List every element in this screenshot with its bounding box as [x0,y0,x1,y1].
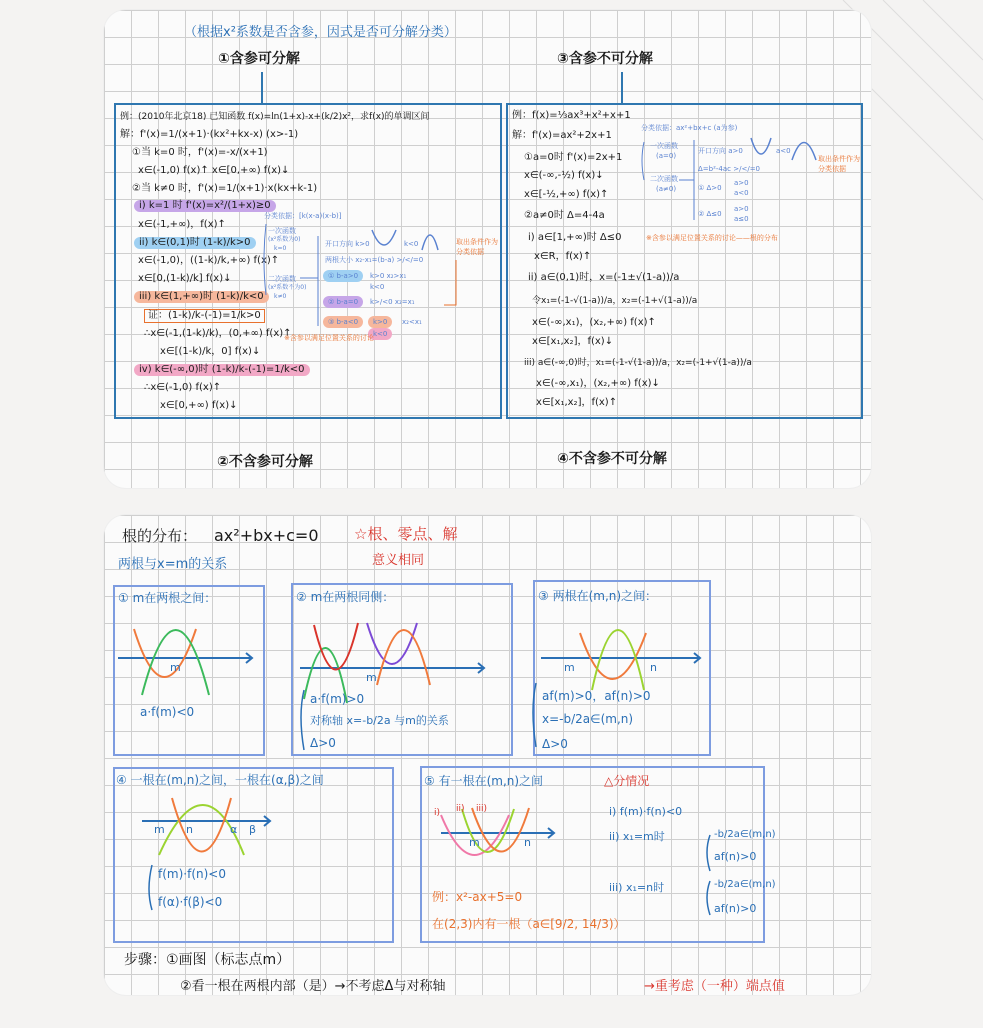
condition: x=-b/2a∈(m,n) [542,712,634,726]
curve-label: i) [434,808,441,818]
downward-parabola [377,630,430,685]
note: 二次函数 [650,175,678,183]
section-title: 根的分布： [122,527,198,545]
solution-line: ②a≠0时 Δ=4-4a [524,210,605,221]
case-title: ④ 一根在(m,n)之间，一根在(α,β)之间 [116,773,324,787]
upward-parabola-icon [372,230,396,245]
solution-line: x∈(-1,0) f(x)↑ x∈[0,+∞) f(x)↓ [138,165,290,176]
note: 分类依据 [818,165,846,173]
solution-line: x∈R，f(x)↑ [534,251,592,262]
axis-label-n: n [524,836,531,849]
heading-case-2: ②不含参可分解 [217,454,313,470]
curve-label: iii) [476,804,488,814]
solution-line: ii) a∈(0,1)时，x=(-1±√(1-a))/a [528,272,680,283]
example-line: 例：(2010年北京18) 已知函数 f(x)=ln(1+x)-x+(k/2)x²，求f(x)的单调区间 [120,112,430,122]
solution-line: ∴x∈(-1,0) f(x)↑ [144,382,222,393]
axis-label-n: n [650,661,657,674]
steps-partial: ②看一根在两根内部（是）→不考虑Δ与对称轴 [180,979,446,994]
downward-parabola [592,630,644,690]
condition: f(α)·f(β)<0 [158,895,223,909]
note: ② b-a=0 [323,296,363,308]
note: a>0 [734,205,749,213]
solution-line: x∈(-∞,-½) f(x)↓ [524,170,604,181]
condition: af(m)>0，af(n)>0 [542,689,651,703]
note: a<0 [776,147,791,155]
note: (a=0) [656,152,677,160]
case-highlight: ii) k∈(0,1)时 (1-k)/k>0 [134,237,256,249]
note: 开口方向 k>0 [325,240,370,248]
note: 二次函数 [268,275,296,283]
case-title: ① m在两根之间： [118,591,217,605]
condition: iii) x₁=n时 [609,881,665,894]
case-title: ② m在两根同侧： [296,590,395,604]
note: (x²系数为0) [268,236,301,243]
solution-line: x∈[-½,+∞) f(x)↑ [524,189,609,200]
note: Δ=b²-4ac >/</=0 [698,165,761,173]
solution-line: x∈[x₁,x₂]，f(x)↑ [536,397,618,408]
condition: Δ>0 [542,737,568,751]
note: 分类依据：ax²+bx+c (a为参) [641,124,738,132]
axis-label-alpha: α [230,823,238,836]
proof-box: 证：(1-k)/k-(-1)=1/k>0 [144,309,265,323]
steps: 步骤：①画图（标志点m） [124,952,291,968]
note: 一次函数 [268,227,296,235]
notes-card-root-distribution [104,515,871,995]
upward-parabola [441,815,509,855]
note: ※含参以满足位置关系的讨论——根的分布 [646,234,778,242]
solution-line: x∈(-1,+∞)，f(x)↑ [138,219,226,230]
case-title: ⑤ 有一根在(m,n)之间 [424,774,544,788]
curve-label: ii) [456,804,465,814]
condition: -b/2a∈(m,n) [714,829,776,840]
solution-line: x∈[(1-k)/k，0] f(x)↓ [160,346,261,357]
note: ① b-a>0 [323,270,363,282]
solution-line: x∈[x₁,x₂]，f(x)↓ [532,336,614,347]
note: 开口方向 a>0 [698,147,743,155]
note: 取出条件作为 [818,155,860,163]
note: k<0 [368,328,392,340]
tree-line [300,236,318,326]
example: 例：x²-ax+5=0 [432,890,523,904]
axis-label-m: m [564,661,575,674]
note: 取出条件作为 [456,238,498,246]
note: ③ b-a<0 [323,316,363,328]
solution-line: ②当 k≠0 时，f'(x)=1/(x+1)·x(kx+k-1) [132,183,318,194]
case-highlight: iii) k∈(1,+∞)时 (1-k)/k<0 [134,291,269,303]
note: ② Δ≤0 [698,210,722,218]
solution-line: x∈[0,(1-k)/k] f(x)↓ [138,273,232,284]
heading-case-3: ③含参不可分解 [557,51,653,67]
example-line: 例：f(x)=⅓ax³+x²+x+1 [512,110,631,121]
note: 分类依据：[k(x-a)(x-b)] [264,212,342,220]
bracket [264,224,266,295]
note: 分类依据 [456,248,484,256]
red-note: ☆根、零点、解 [354,525,458,543]
condition: a·f(m)>0 [310,692,365,706]
tree-line [679,140,694,220]
note: k>/<0 x₂=x₁ [370,298,415,306]
classification-tree-lines [104,10,871,488]
case-highlight: i) k=1 时 f'(x)=x²/(1+x)≥0 [134,200,276,212]
red-note: 意义相同 [372,553,425,568]
solution-line: i) a∈[1,+∞)时 Δ≤0 [528,232,622,243]
condition: -b/2a∈(m,n) [714,879,776,890]
bracket [642,142,644,180]
arrow [444,260,456,305]
condition: 对称轴 x=-b/2a 与m的关系 [310,714,449,727]
note: (x²系数不为0) [268,284,307,291]
solution-line: ①a=0时 f'(x)=2x+1 [524,152,623,163]
axis-label-m: m [469,836,480,849]
downward-parabola-icon [792,143,816,161]
example: 在(2,3)内有一根（a∈[9/2, 14/3)） [432,917,626,931]
axis-label-m: m [366,671,377,684]
axis-label-m: m [154,823,165,836]
note: k>0 x₂>x₁ [370,272,407,280]
steps-partial-red: →重考虑（一种）端点值 [644,979,785,994]
solution-line: 解：f'(x)=1/(x+1)·(kx²+kx-x) (x>-1) [120,129,299,140]
solution-line: x∈[0,+∞) f(x)↓ [160,400,238,411]
condition: f(m)·f(n)<0 [158,867,226,881]
downward-parabola-icon [422,235,438,250]
solution-line: x∈(-1,0)，((1-k)/k,+∞) f(x)↑ [138,255,280,266]
heading-case-1: ①含参可分解 [218,51,300,67]
solution-line: iii) a∈(-∞,0)时，x₁=(-1-√(1-a))/a，x₂=(-1+√(1-a))/a [524,358,752,368]
subtitle: 两根与x=m的关系 [118,557,228,572]
solution-line: x∈(-∞,x₁)，(x₂,+∞) f(x)↓ [536,378,660,389]
note: a<0 [734,189,749,197]
note: 两根大小 x₂-x₁=(b-a) >/</=0 [325,256,424,264]
upward-parabola-icon [751,138,771,154]
note: (a≠0) [656,185,677,193]
note: k<0 [370,283,385,291]
condition: a·f(m)<0 [140,705,195,719]
condition: Δ>0 [310,736,336,750]
solution-line: ①当 k=0 时，f'(x)=-x/(x+1) [132,147,268,158]
condition: af(n)>0 [714,850,757,863]
axis-label-m: m [170,661,181,674]
case-title: ③ 两根在(m,n)之间： [538,589,658,603]
solution-line: ∴x∈(-1,(1-k)/k)，(0,+∞) f(x)↑ [144,328,292,339]
note: x₂<x₁ [402,318,422,326]
solution-line: x∈(-∞,x₁)，(x₂,+∞) f(x)↑ [532,317,656,328]
condition: ii) x₁=m时 [609,830,665,843]
condition: i) f(m)·f(n)<0 [609,805,683,818]
case-highlight: iv) k∈(-∞,0)时 (1-k)/k-(-1)=1/k<0 [134,364,310,376]
axis-label-beta: β [249,823,257,836]
note: k≠0 [274,293,287,300]
solution-line: 解：f'(x)=ax²+2x+1 [512,130,612,141]
note: ① Δ>0 [698,184,722,192]
note: a>0 [734,179,749,187]
subtitle: （根据x²系数是否含参，因式是否可分解分类） [184,25,457,40]
note: k<0 [404,240,419,248]
red-note: △分情况 [604,774,650,788]
note: ※含参以满足位置关系的讨论 [284,334,374,342]
equation: ax²+bx+c=0 [214,526,319,545]
notes-card-derivative-classification [104,10,871,488]
heading-case-4: ④不含参不可分解 [557,451,667,467]
upward-parabola [367,623,417,664]
axis-label-n: n [186,823,193,836]
condition: af(n)>0 [714,902,757,915]
note: k>0 [368,316,392,328]
note: 一次函数 [650,142,678,150]
note: k=0 [274,245,287,252]
note: a≤0 [734,215,749,223]
solution-line: 令x₁=(-1-√(1-a))/a，x₂=(-1+√(1-a))/a [532,296,698,306]
